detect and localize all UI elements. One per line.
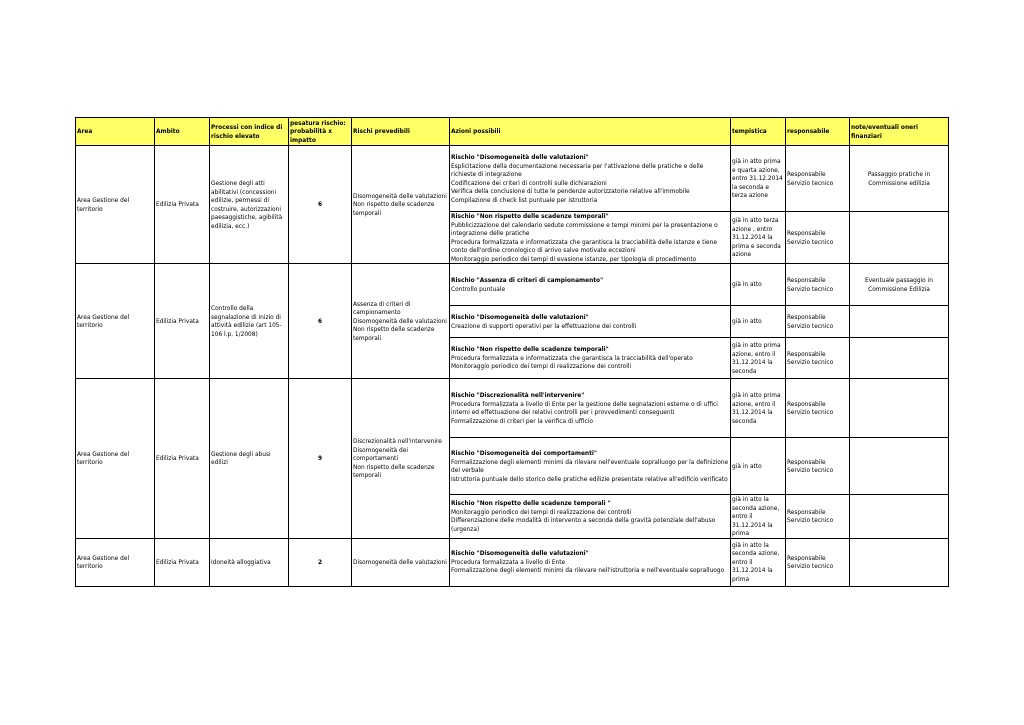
header-azioni: Azioni possibili <box>450 118 731 146</box>
azioni-line: Procedura formalizzata e informatizzata che garantisca la tracciabilità dell'operato <box>451 353 693 362</box>
azioni-line: Istruttoria puntuale dello storico delle pratiche edilizie presentate relative all'edificio verificato <box>451 474 728 483</box>
tempistica-cell: già in atto la seconda azione, entro il 31.12.2014 la prima <box>731 538 786 586</box>
header-tempistica: tempistica <box>731 118 786 146</box>
responsabile-cell: Responsabile Servizio tecnico <box>786 379 850 438</box>
pesatura-cell: 2 <box>289 538 352 586</box>
ambito-cell: Edilizia Privata <box>155 264 210 379</box>
responsabile-cell: Responsabile Servizio tecnico <box>786 146 850 212</box>
azioni-title: Rischio "Disomogeneità dei comportamenti" <box>451 449 597 457</box>
azioni-title: Rischio "Non rispetto delle scadenze temporali" <box>451 212 609 220</box>
azioni-title: Rischio "Disomogeneità delle valutazioni" <box>451 153 589 161</box>
azioni-cell <box>450 306 731 338</box>
processo-cell: Idoneità alloggiativa <box>210 538 289 586</box>
header-pesatura: pesatura rischio: probabilità x impatto <box>289 118 352 146</box>
tempistica-cell: già in atto prima e quarta azione, entro 31.12.2014 la seconda e terza azione <box>731 146 786 212</box>
note-cell <box>850 495 949 539</box>
azioni-line: Monitoraggio periodico dei tempi di evasione istanze, per tipologia di procedimento <box>451 254 697 263</box>
azioni-cell <box>450 264 731 306</box>
pesatura-cell: 6 <box>289 264 352 379</box>
azioni-cell <box>450 146 731 212</box>
rischi-cell: Disomogeneità delle valutazioni <box>352 538 450 586</box>
azioni-line: Differenziazione delle modalità di intervento a seconda della gravità potenziale dell'abuso (urgenza) <box>451 516 716 533</box>
note-cell <box>850 212 949 264</box>
header-processi: Processi con indice di rischio elevato <box>210 118 289 146</box>
tempistica-cell: già in atto terza azione , entro 31.12.2014 la prima e seconda azione <box>731 212 786 264</box>
note-cell: Passaggio pratiche in Commissione edilizia <box>850 146 949 212</box>
table-row <box>76 379 949 438</box>
azioni-title: Rischio "Disomogeneità delle valutazioni" <box>451 549 589 558</box>
azioni-title: Rischio "Disomogeneità delle valutazioni" <box>451 313 589 321</box>
table-body <box>76 146 949 587</box>
tempistica-cell: già in atto prima azione, entro il 31.12.2014 la seconda <box>731 379 786 438</box>
area-cell: Area Gestione del territorio <box>76 264 155 379</box>
tempistica-cell: già in atto prima azione, entro il 31.12.2014 la seconda <box>731 338 786 379</box>
azioni-line: Formalizzazione degli elementi minimi da rilevare nell'eventuale sopralluogo per la definizione del verbale <box>451 457 729 474</box>
responsabile-cell: Responsabile Servizio tecnico <box>786 264 850 306</box>
azioni-line: Compilazione di check list puntuale per istruttoria <box>451 195 598 204</box>
tempistica-cell: già in atto <box>731 306 786 338</box>
rischi-cell: Discrezionalità nell'intervenire Disomogeneità dei comportamenti Non rispetto delle scadenze temporali <box>352 379 450 539</box>
azioni-line: Esplicitazione della documentazione necessaria per l'attivazione delle pratiche e delle richieste di integrazione <box>451 161 704 178</box>
area-cell: Area Gestione del territorio <box>76 538 155 586</box>
responsabile-cell: Responsabile Servizio tecnico <box>786 438 850 495</box>
azioni-title: Rischio "Assenza di criteri di campionamento" <box>451 276 604 284</box>
processo-cell: Gestione degli atti abilitativi (concessioni edilizie, permessi di costruire, autorizzazioni paesaggistiche, agibilità edilizia, ecc.) <box>210 146 289 264</box>
note-cell <box>850 379 949 438</box>
responsabile-cell: Responsabile Servizio tecnico <box>786 538 850 586</box>
note-cell <box>850 438 949 495</box>
azioni-cell <box>450 338 731 379</box>
azioni-cell <box>450 379 731 438</box>
azioni-line: Pubblicizzazione del calendario sedute commissione e tempi minimi per la presentazione o integrazione delle pratiche <box>451 220 718 237</box>
azioni-cell <box>450 212 731 264</box>
processo-cell: Controllo della segnalazione di inizio di attività edilizie (art 105-106 l.p. 1/2008) <box>210 264 289 379</box>
ambito-cell: Edilizia Privata <box>155 538 210 586</box>
header-note: note/eventuali oneri finanziari <box>850 118 949 146</box>
responsabile-cell: Responsabile Servizio tecnico <box>786 338 850 379</box>
table-row <box>76 538 949 586</box>
table-row <box>76 264 949 306</box>
azioni-cell <box>450 495 731 539</box>
header-rischi: Rischi prevedibili <box>352 118 450 146</box>
responsabile-cell: Responsabile Servizio tecnico <box>786 495 850 539</box>
area-cell: Area Gestione del territorio <box>76 379 155 539</box>
header-ambito: Ambito <box>155 118 210 146</box>
azioni-title: Rischio "Discrezionalità nell'intervenire" <box>451 391 585 399</box>
area-cell: Area Gestione del territorio <box>76 146 155 264</box>
pesatura-cell: 6 <box>289 146 352 264</box>
header-area: Area <box>76 118 155 146</box>
azioni-title: Rischio "Non rispetto delle scadenze temporali" <box>451 345 609 354</box>
azioni-line: Formalizzazione di criteri per la verifica di ufficio <box>451 416 593 425</box>
tempistica-cell: già in atto la seconda azione, entro il 31.12.2014 la prima <box>731 495 786 539</box>
tempistica-cell: già in atto <box>731 264 786 306</box>
azioni-line: Monitoraggio periodico dei tempi di realizzazione dei controlli <box>451 507 632 516</box>
header-responsabile: responsabile <box>786 118 850 146</box>
responsabile-cell: Responsabile Servizio tecnico <box>786 306 850 338</box>
table-row <box>76 146 949 212</box>
azioni-cell <box>450 538 731 586</box>
note-cell <box>850 338 949 379</box>
risk-table <box>75 117 949 587</box>
azioni-line: Verifica della conclusione di tutte le pendenze autorizzatorie relative all'immobile <box>451 187 690 195</box>
azioni-line: Codificazione dei criteri di controlli sulle dichiarazioni <box>451 178 607 187</box>
ambito-cell: Edilizia Privata <box>155 379 210 539</box>
azioni-line: Procedura formalizzata e informatizzata che garantisca la tracciabilità delle istanze e tiene conto dell'ordine cronologico di arrivo salve motivate eccezioni <box>451 237 717 254</box>
processo-cell: Gestione degli abusi edilizi <box>210 379 289 539</box>
tempistica-cell: già in atto <box>731 438 786 495</box>
note-cell <box>850 306 949 338</box>
azioni-line: Formalizzazione degli elementi minimi da rilevare nell'istruttoria e nell'eventuale sopralluogo <box>451 566 725 575</box>
ambito-cell: Edilizia Privata <box>155 146 210 264</box>
note-cell: Eventuale passaggio in Commissione Edilizia <box>850 264 949 306</box>
responsabile-cell: Responsabile Servizio tecnico <box>786 212 850 264</box>
note-cell <box>850 538 949 586</box>
azioni-line: Monitoraggio periodico dei tempi di realizzazione dei controlli <box>451 362 632 371</box>
azioni-line: Procedura formalizzata a livello di Ente per la gestione delle segnalazioni esterne o di uffici interni ed effettuazione dei relativi controlli per i provvedimenti conseguenti <box>451 399 718 416</box>
azioni-cell <box>450 438 731 495</box>
azioni-line: Creazione di supporti operativi per la effettuazione dei controlli <box>451 321 637 330</box>
azioni-line: Procedura formalizzata a livello di Ente <box>451 557 566 566</box>
rischi-cell: Disomogeneità delle valutazioni Non rispetto delle scadenze temporali <box>352 146 450 264</box>
azioni-line: Controllo puntuale <box>451 284 506 293</box>
pesatura-cell: 9 <box>289 379 352 539</box>
header-row <box>76 118 949 146</box>
rischi-cell: Assenza di criteri di campionamento Disomogeneità delle valutazioni Non rispetto delle scadenze temporali <box>352 264 450 379</box>
azioni-title: Rischio "Non rispetto delle scadenze temporali " <box>451 499 611 508</box>
